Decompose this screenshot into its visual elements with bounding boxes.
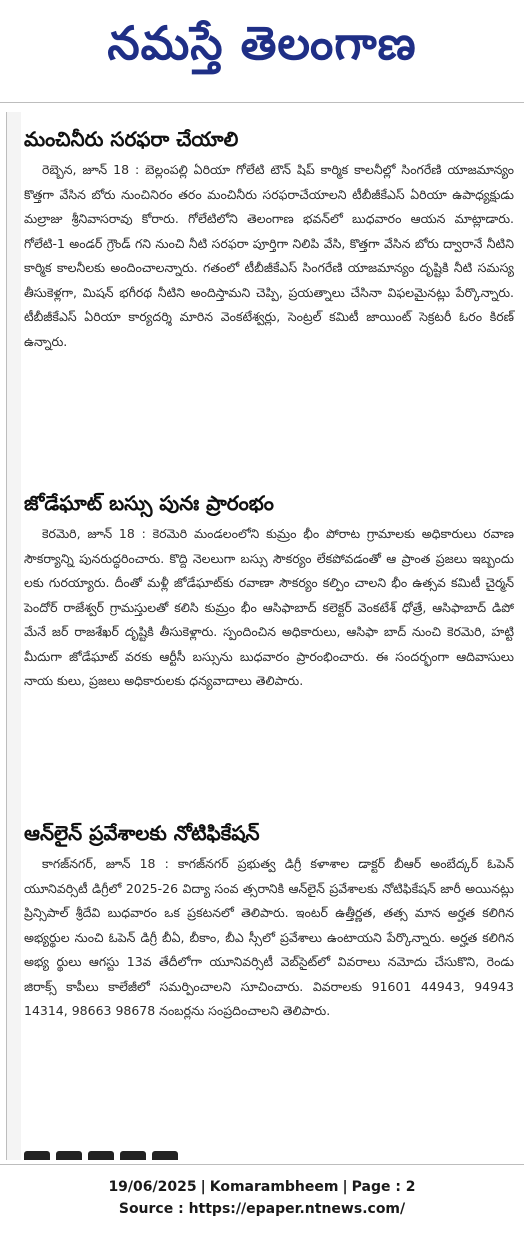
article-drinking-water [24, 124, 514, 354]
article-bus-service [24, 488, 514, 694]
masthead-divider [0, 102, 524, 103]
source-link[interactable]: Source : https://epaper.ntnews.com/ [118, 1201, 406, 1217]
article-body: రెబ్బెన, జూన్ 18 : బెల్లంపల్లి ఏరియా గోలేటి టౌన్ షిప్ కార్మిక కాలనీల్లో సింగరేణి యాజమాన్యం కొత్తగా వేసిన బోరు నుంచినిరం తరం మంచినీరు సరఫరాచేయాలని టీబీజీకేఎస్ ఏరియా ఉపాధ్యక్షుడు మల్రాజు శ్రీనివాసరావు కోరారు. గోలేటిలోని తెలంగాణ భవన్‌లో బుధవారం ఆయన మాట్లాడారు. గోలేటి-1 అండర్ గ్రౌండ్ గని నుంచి నీటి సరఫరా పూర్తిగా నిలిపి వేసి, కొత్తగా వేసిన బోరు ద్వారానే నీటిని కార్మిక కాలనీలకు అందించాలన్నారు. గతంలో టీబీజీకేఎస్ సింగరేణి యాజమాన్యం దృష్టికి నీటి సమస్య తీసుకెళ్లగా, మిషన్ భగీరథ నీటిని అందిస్తామని చెప్పి, ప్రయత్నాలు చేసినా విఫలమైనట్లు పేర్కొన్నారు. టీబీజీకేఎస్ ఏరియా కార్యదర్శి మారిన వెంకటేశ్వర్లు, సెంట్రల్ కమిటీ జాయింట్ సెక్రటరీ ఓరం కిరణ్ ఉన్నారు. [24, 162, 514, 349]
footer-meta-line: 19/06/2025 | Komarambheem | Page : 2 [108, 1179, 416, 1195]
article-headline: మంచినీరు సరఫరా చేయాలి [24, 127, 239, 151]
article-body: కాగజ్‌నగర్, జూన్ 18 : కాగజ్‌నగర్ ప్రభుత్వ డిగ్రీ కళాశాల డాక్టర్ బీఆర్ అంబేద్కర్ ఓపెన్ యూనివర్సిటీ డిగ్రీలో 2025-26 విద్యా సంవ త్సరానికి ఆన్‌లైన్ ప్రవేశాలకు నోటిఫికేషన్ జారీ అయినట్లు ప్రిన్సిపాల్ శ్రీదేవి బుధవారం ఒక ప్రకటనలో తెలిపారు. ఇంటర్ ఉత్తీర్ణత, తత్స మాన అర్హత కలిగిన అభ్యర్థుల నుంచి ఓపెన్ డిగ్రీ బీఏ, బీకాం, బీఎ స్సీలో ప్రవేశాలు ఉంటాయని పేర్కొన్నారు. అర్హత కలిగిన అభ్య ర్థులు ఆగస్టు 13వ తేదీలోగా యూనివర్సిటీ వెబ్‌సైట్‌లో వివరాలు నమోదు చేసుకొని, రెండు జిరాక్స్ కాపీలు కాలేజీలో సమర్పించాలని సూచించారు. వివరాలకు 91601 44943, 94943 14314, 98663 98678 నంబర్లను సంప్రదించాలని తెలిపారు. [24, 856, 514, 1018]
clipping-margin [7, 112, 21, 1160]
truncated-next-headline [24, 1150, 224, 1160]
article-online-admissions [24, 818, 514, 1024]
article-headline: జోడేఘాట్ బస్సు పునః ప్రారంభం [24, 491, 274, 515]
article-body: కెరమెరి, జూన్ 18 : కెరమెరి మండలంలోని కుమ్రం భీం పోరాట గ్రామాలకు అధికారులు రవాణ సౌకర్యాన్ని పునరుద్ధరించారు. కొద్ది నెలలుగా బస్సు సౌకర్యం లేకపోవడంతో ఆ ప్రాంత ప్రజలు ఇబ్బందు లకు గురయ్యారు. దీంతో మళ్లీ జోడేఘాట్‌కు రవాణా సౌకర్యం కల్పిం చాలని భీం ఉత్సవ కమిటీ చైర్మన్ పెందోర్ రాజేశ్వర్ గ్రామస్తులతో కలిసి కుమ్రం భీం ఆసిఫాబాద్ కలెక్టర్ వెంకటేశ్ ధోత్రే, ఆసిఫాబాద్ డిపో మేనే జర్ రాజశేఖర్ దృష్టికి తీసుకెళ్లారు. స్పందించిన అధికారులు, ఆసిఫా బాద్ నుంచి కెరమెరి, హట్టి మీదుగా జోడేఘాట్ వరకు ఆర్టీసీ బస్సును బుధవారం ప్రారంభించారు. ఈ సందర్భంగా ఆదివాసులు నాయ కులు, ప్రజలు అధికారులకు ధన్యవాదాలు తెలిపారు. [24, 526, 514, 688]
edition-name: Komarambheem [209, 1179, 339, 1195]
article-headline: ఆన్‌లైన్ ప్రవేశాలకు నోటిఫికేషన్ [24, 821, 260, 845]
page-number: Page : 2 [351, 1179, 416, 1195]
page-footer [0, 1176, 524, 1220]
masthead [0, 0, 524, 96]
edition-date: 19/06/2025 [108, 1179, 197, 1195]
newspaper-logo: నమస్తే తెలంగాణ [107, 16, 417, 70]
footer-divider [0, 1164, 524, 1165]
